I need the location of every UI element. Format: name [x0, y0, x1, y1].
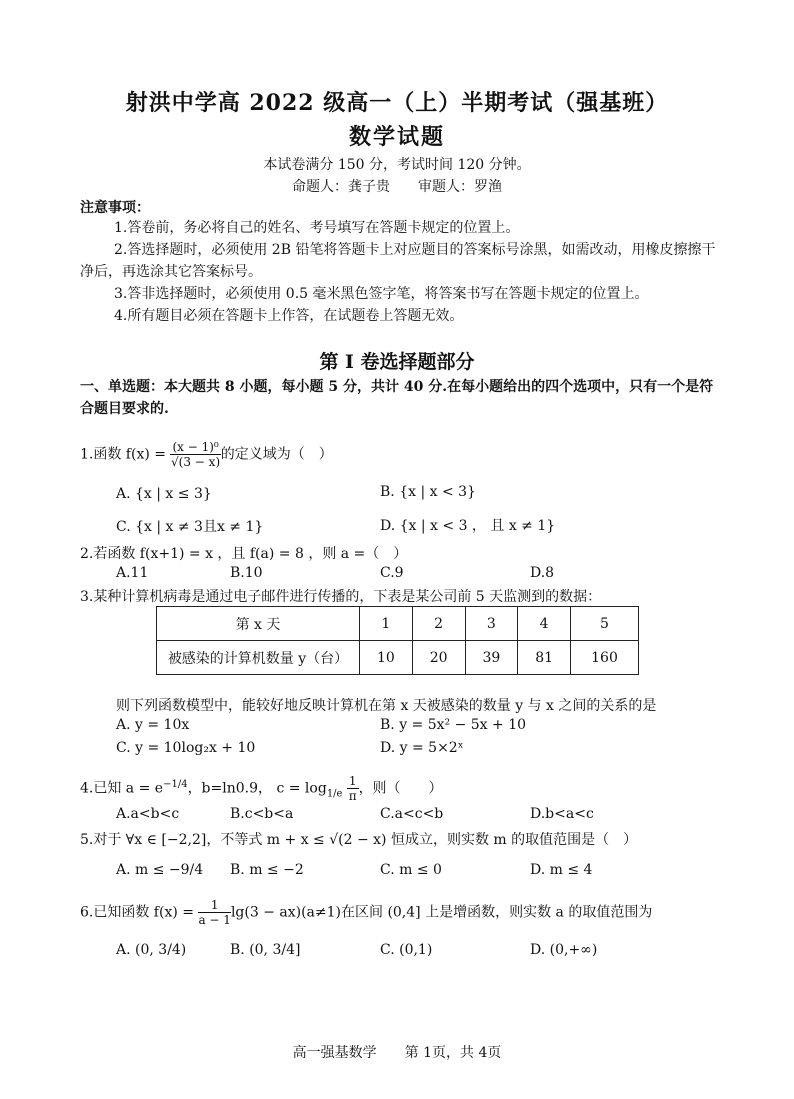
q1-option-a: A. {x | x ≤ 3} [116, 486, 212, 502]
table-cell: 1 [360, 607, 413, 641]
q3-option-b: B. y = 5x² − 5x + 10 [380, 717, 527, 733]
q6-option-a: A. (0, 3/4) [116, 942, 187, 958]
q1-option-c: C. {x | x ≠ 3且x ≠ 1} [116, 519, 264, 535]
table-cell: 81 [518, 641, 571, 675]
q4-option-d: D.b<a<c [530, 806, 594, 822]
table-cell: 2 [412, 607, 465, 641]
notice-item-3: 3.答非选择题时，必须使用 0.5 毫米黑色签字笔，将答案书写在答题卡规定的位置上。 [114, 286, 649, 302]
table-cell: 5 [571, 607, 639, 641]
q1-option-d: D. {x | x < 3 ， 且 x ≠ 1} [380, 518, 556, 534]
question-3-stem: 3.某种计算机病毒是通过电子邮件进行传播的，下表是某公司前 5 天监测到的数据： [80, 589, 602, 605]
question-6-stem: 6.已知函数 f(x) = $\frac{1}{a - 1}$ lg(3 − ax)(a≠1)在区间 (0,4] 上是增函数，则实数 a 的取值范围为 [80, 898, 653, 927]
question-2-stem: 2.若函数 f(x+1) = x ，且 f(a) = 8 ，则 a =（ ） [80, 546, 408, 562]
q5-option-c: C. m ≤ 0 [380, 862, 442, 878]
exam-subtitle: 数学试题 [348, 124, 445, 150]
q2-option-d: D.8 [530, 565, 555, 581]
table-cell: 3 [465, 607, 518, 641]
table-cell: 160 [571, 641, 639, 675]
table-cell: 4 [518, 607, 571, 641]
q2-option-a: A.11 [116, 565, 149, 581]
q2-option-b: B.10 [230, 565, 263, 581]
section-title: 第 I 卷选择题部分 [319, 351, 475, 373]
q4-option-c: C.a<c<b [380, 806, 444, 822]
table-cell: 20 [412, 641, 465, 675]
table-header-day: 第 x 天 [157, 607, 360, 641]
notice-item-2: 2.答选择题时，必须使用 2B 铅笔将答题卡上对应题目的答案标号涂黑，如需改动，用橡皮擦擦干净后，再选涂其它答案标号。 [80, 242, 716, 280]
q5-option-b: B. m ≤ −2 [230, 862, 304, 878]
q3-data-table [156, 606, 639, 675]
score-info: 本试卷满分 150 分，考试时间 120 分钟。 [263, 157, 531, 173]
notice-heading: 注意事项： [80, 200, 150, 216]
table-cell: 39 [465, 641, 518, 675]
q3-question: 则下列函数模型中，能较好地反映计算机在第 x 天被感染的数量 y 与 x 之间的关系的是 [116, 698, 657, 714]
table-row [157, 641, 639, 675]
table-header-count: 被感染的计算机数量 y（台） [157, 641, 360, 675]
q3-option-d: D. y = 5×2ˣ [380, 740, 464, 756]
notice-item-4: 4.所有题目必须在答题卡上作答，在试题卷上答题无效。 [114, 308, 464, 324]
exam-title: 射洪中学高 2022 级高一（上）半期考试（强基班） [125, 90, 669, 116]
q6-option-b: B. (0, 3/4] [230, 942, 301, 958]
q4-fraction: $\frac{1}{\pi}$ [348, 774, 357, 803]
q4-option-b: B.c<b<a [230, 806, 294, 822]
q6-option-d: D. (0,+∞) [530, 942, 598, 958]
q5-option-a: A. m ≤ −9/4 [116, 862, 204, 878]
question-1-stem: 1.函数 f(x) = $\frac{\text{(x − 1)⁰}}{√(3 - x)}$ 的定义域为（ ） [80, 440, 333, 469]
question-4-stem: 4.已知 $a = e^{-1/4}$，b=ln0.9， $c = \log_{1/e}$ $\frac{1}{\pi}$ ，则（ ） [80, 774, 443, 803]
q3-option-a: A. y = 10x [116, 717, 190, 733]
q6-option-c: C. (0,1) [380, 942, 433, 958]
q2-option-c: C.9 [380, 565, 404, 581]
q6-fraction: $\frac{1}{a - 1}$ [198, 898, 231, 927]
authors: 命题人：龚子贵 审题人：罗渔 [292, 179, 502, 195]
q3-option-c: C. y = 10log₂x + 10 [116, 740, 256, 756]
table-cell: 10 [360, 641, 413, 675]
q5-option-d: D. m ≤ 4 [530, 862, 593, 878]
question-5-stem: 5.对于 ∀x ∈ [−2,2]，不等式 m + x ≤ √(2 − x) 恒成立，则实数 m 的取值范围是（ ） [80, 832, 638, 848]
page-footer: 高一强基数学 第 1页，共 4页 [292, 1045, 502, 1061]
q4-option-a: A.a<b<c [116, 806, 180, 822]
section-instructions: 一、单选题：本大题共 8 小题，每小题 5 分，共计 40 分.在每小题给出的四个选项中，只有一个是符合题目要求的. [80, 379, 714, 417]
table-row [157, 607, 639, 641]
notice-item-1: 1.答卷前，务必将自己的姓名、考号填写在答题卡规定的位置上。 [114, 220, 520, 236]
q1-option-b: B. {x | x < 3} [380, 484, 476, 500]
q1-fraction: $\frac{\text{(x − 1)⁰}}{√(3 - x)}$ [171, 440, 221, 469]
